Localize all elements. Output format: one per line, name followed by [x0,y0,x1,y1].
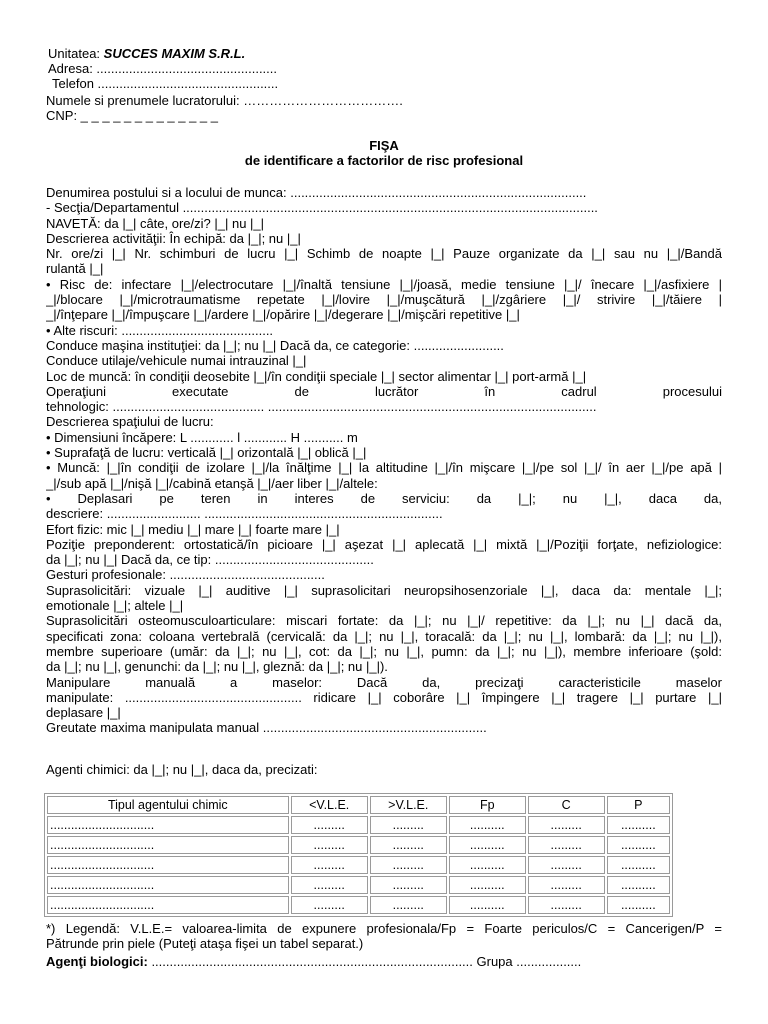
biological-agents-line [46,954,581,969]
table-cell: .......... [449,836,526,854]
drive-vehicles-line: Conduce utilaje/vehicule numai intrauzinal |_| [46,353,307,369]
risks-line-cont: _|/blocare |_|/microtraumatisme repetate |_|/lovire |_|/muşcătură |_|/zgâriere |_|/ strivire |_|/tăiere | [46,292,722,308]
document-title: FIŞA [369,138,399,153]
shifts-line: Nr. ore/zi |_| Nr. schimburi de lucru |_| Schimb de noapte |_| Pauze organizate da |_| sau nu |_|/Bandă [46,246,722,262]
table-cell: .......... [449,896,526,914]
header-agent-type: Tipul agentului chimic [47,796,289,814]
chemical-agents-table [44,793,673,917]
room-dimensions-line: • Dimensiuni încăpere: L ............ l ............ H ........... m [46,429,358,445]
table-row [47,816,670,834]
form-body [46,185,722,736]
table-cell: .......... [607,816,670,834]
table-cell: .......... [607,856,670,874]
table-cell: ......... [528,816,605,834]
department-line: - Secţia/Departamentul ................................................................................................................... [46,200,598,216]
table-cell: ......... [291,896,368,914]
company-name: SUCCES MAXIM S.R.L. [103,46,246,61]
table-cell: ......... [370,876,447,894]
header-above-vle: >V.L.E. [370,796,447,814]
document-subtitle: de identificare a factorilor de risc profesional [244,153,524,168]
table-cell: .............................. [47,896,289,914]
table-cell: ......... [370,896,447,914]
legend-line: *) Legendă: V.L.E.= valoarea-limita de expunere profesionala/Fp = Foarte periculos/C = Cancerigen/P = [46,921,722,936]
header-p: P [607,796,670,814]
gestures-line: Gesturi profesionale: ........................................... [46,567,325,583]
table-row [47,856,670,874]
musculoskeletal-line-cont3: da |_|; nu |_|, genunchi: da |_|; nu |_|, gleznă: da |_|; nu |_|). [46,659,388,675]
travel-line-cont: descriere: .......................... .................................................................. [46,506,443,522]
drive-car-line: Conduce maşina instituţiei: da |_|; nu |_| Dacă da, ce categorie: ......................... [46,337,504,353]
chemical-agents-line: Agenti chimici: da |_|; nu |_|, daca da, precizati: [46,762,318,777]
overload-line-cont: emotionale |_|; altele |_| [46,598,184,614]
company-label: Unitatea: [48,46,101,61]
legend-line-cont: Pătrunde prin piele (Puteţi ataşa fişei un tabel separat.) [46,936,364,952]
table-cell: .......... [607,876,670,894]
table-cell: .......... [449,816,526,834]
operations-line-cont: tehnologic: .......................................... ........................................................................................... [46,399,597,415]
table-cell: .......... [607,896,670,914]
activity-line: Descrierea activităţii: În echipă: da |_|; nu |_| [46,230,301,246]
address-line: Adresa: .................................................. [48,61,278,76]
table-cell: ......... [291,856,368,874]
table-cell: ......... [528,876,605,894]
table-cell: ......... [291,836,368,854]
table-cell: .......... [607,836,670,854]
table-header-row [47,796,670,814]
company-line [48,46,245,61]
max-weight-line: Greutate maxima manipulata manual .............................................................. [46,720,487,736]
work-conditions-line-cont: _|/sub apă |_|/nişă |_|/cabină etanşă |_|/aer liber |_|/altele: [46,475,378,491]
table-cell: .............................. [47,876,289,894]
worker-name-line: Numele si prenumele lucratorului: ………………………………. [46,93,403,108]
workspace-line: Descrierea spaţiului de lucru: [46,414,214,430]
table-cell: ......... [291,816,368,834]
manual-handling-line-cont2: deplasare |_| [46,705,121,721]
table-row [47,836,670,854]
travel-line: • Deplasari pe teren in interes de serviciu: da |_|; nu |_|, daca da, [46,490,722,506]
manual-handling-line: Manipulare manuală a maselor: Dacă da, precizaţi caracteristicile maselor [46,674,722,690]
table-cell: ......... [528,836,605,854]
table-row [47,896,670,914]
manual-handling-line-cont: manipulate: ................................................. ridicare |_| coborâre |_| împingere |_| tragere |_| purtare |_| [46,689,722,705]
table-cell: ......... [528,896,605,914]
cnp-line: CNP: _ _ _ _ _ _ _ _ _ _ _ _ _ [46,108,219,123]
table-cell: ......... [291,876,368,894]
table-cell: ......... [528,856,605,874]
table-cell: .............................. [47,836,289,854]
job-name-line: Denumirea postului si a locului de munca: .................................................................................. [46,185,587,200]
table-cell: .............................. [47,816,289,834]
table-row [47,876,670,894]
header-fp: Fp [449,796,526,814]
table-cell: ......... [370,836,447,854]
risks-line: • Risc de: infectare |_|/electrocutare |_|/înaltă tensiune |_|/joasă, medie tensiune |_|/ înecare |_|/asfixiere | [46,276,722,292]
work-conditions-line: • Muncă: |_|în condiţii de izolare |_|/la înălţime |_| la altitudine |_|/în mişcare |_|/pe sol |_|/ în aer |_|/pe apă | [46,460,722,476]
posture-line-cont: da |_|; nu |_| Dacă da, ce tip: ............................................ [46,552,374,568]
header-c: C [528,796,605,814]
table-cell: .............................. [47,856,289,874]
musculoskeletal-line-cont: specificati zona: coloana vertebrală (cervicală: da |_|; nu |_|, toracală: da |_|; nu |_|, lombară: da |_|; nu |_|), [46,628,722,644]
shifts-line-cont: rulantă |_| [46,261,104,277]
table-cell: ......... [370,856,447,874]
header-below-vle: <V.L.E. [291,796,368,814]
musculoskeletal-line: Suprasolicitări osteomusculoarticulare: miscari fortate: da |_|; nu |_|/ repetitive: da |_|; nu |_| dacă da, [46,613,722,629]
workplace-line: Loc de muncă: în condiţii deosebite |_|/în condiţii speciale |_| sector alimentar |_| port-armă |_| [46,368,587,384]
other-risks-line: • Alte riscuri: .......................................... [46,322,274,338]
risks-line-cont2: _|/înţepare |_|/împuşcare |_|/ardere |_|/opărire |_|/degerare |_|/mişcări repetitive |_| [46,307,520,323]
operations-line: Operaţiuni executate de lucrător în cadrul procesului [46,383,722,399]
table-cell: ......... [370,816,447,834]
biological-agents-fill: ......................................................................................... Grupa .................. [147,954,582,969]
work-surface-line: • Suprafaţă de lucru: verticală |_| orizontală |_| oblică |_| [46,445,367,461]
musculoskeletal-line-cont2: membre superioare (umăr: da |_|; nu |_|, cot: da |_|; nu |_|, pumn: da |_|; nu |_|), membre inferioare (şold: [46,643,722,659]
biological-agents-label: Agenţi biologici: [46,954,148,969]
commute-line: NAVETĂ: da |_| câte, ore/zi? |_| nu |_| [46,215,265,231]
phone-line: Telefon .................................................. [52,76,279,91]
legend-block [46,921,722,952]
physical-effort-line: Efort fizic: mic |_| mediu |_| mare |_| foarte mare |_| [46,521,340,537]
table-cell: .......... [449,876,526,894]
table-cell: .......... [449,856,526,874]
overload-line: Suprasolicitări: vizuale |_| auditive |_| suprasolicitari neuropsihosenzoriale |_|, daca da: mentale |_|; [46,582,722,598]
posture-line: Poziţie preponderent: ortostatică/în picioare |_| aşezat |_| aplecată |_| mixtă |_|/Poziţii forţate, nefiziologice: [46,536,722,552]
